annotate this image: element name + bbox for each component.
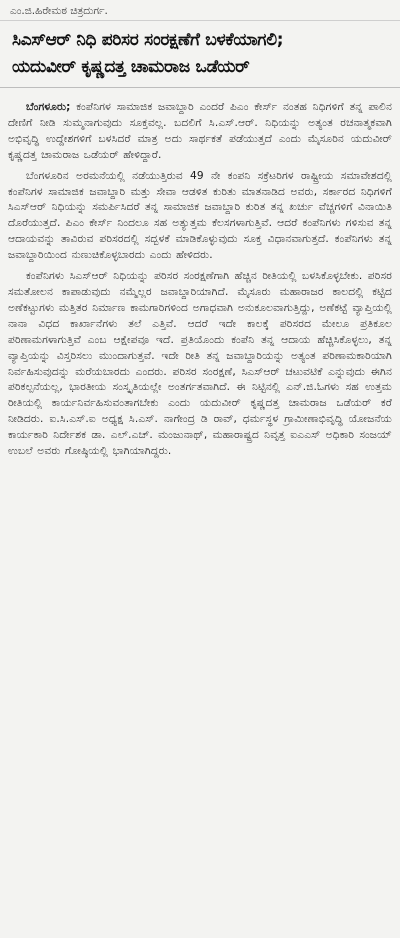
article-body	[8, 100, 392, 460]
headline-divider	[0, 87, 400, 88]
paragraph-1	[8, 100, 392, 164]
headline-line-1: ಸಿಎಸ್‌ಆರ್ ನಿಧಿ ಪರಿಸರ ಸಂರಕ್ಷಣೆಗೆ ಬಳಕೆಯಾಗಲಿ;	[12, 30, 284, 50]
headline-line-2: ಯದುವೀರ್ ಕೃಷ್ಣದತ್ತ ಚಾಮರಾಜ ಒಡೆಯರ್	[12, 57, 250, 77]
paragraph-2: ಬೆಂಗಳೂರಿನ ಅರಮನೆಯಲ್ಲಿ ನಡೆಯುತ್ತಿರುವ 49 ನೇ ಕಂಪನಿ ಸಕ್ರೆಟರಿಗಳ ರಾಷ್ಟ್ರೀಯ ಸಮಾವೇಶದಲ್ಲಿ ಕಂಪೆನಿಗಳ ಸಾಮಾಜಿಕ ಜವಾಬ್ದಾರಿ ಮತ್ತು ಸೇವಾ ಆಡಳಿತ ಕುರಿತು ಮಾತನಾಡಿದ ಅವರು, ಸರ್ಕಾರದ ನಿಧಿಗಳಿಗೆ ಸಿಎಸ್‌ಆರ್ ನಿಧಿಯನ್ನು ಸಮರ್ಪಿಸಿದರೆ ತನ್ನ ಸಾಮಾಜಿಕ ಜವಾಬ್ದಾರಿ ಕುರಿತ ತನ್ನ ಖರ್ಚು ವೆಚ್ಚಗಳಿಗೆ ವಿನಾಯಿತಿ ದೊರೆಯುತ್ತದೆ. ಪಿಎಂ ಕೇರ್ಸ್ ನಿಂದಲೂ ಸಹ ಅತ್ಯುತ್ತಮ ಕೆಲಸಗಳಾಗುತ್ತಿವೆ. ಆದರೆ ಕಂಪೆನಿಗಳು ಗಳಿಸುವ ತನ್ನ ಆದಾಯವನ್ನು ತಾವಿರುವ ಪರಿಸರದಲ್ಲಿ ಸದ್ಬಳಕೆ ಮಾಡಿಕೊಳ್ಳುವುದು ಸೂಕ್ತ ವಿಧಾನವಾಗುತ್ತದೆ. ಕಂಪೆನಿಗಳು ತನ್ನ ಜವಾಬ್ದಾರಿಯಿಂದ ನುಣುಚಿಕೊಳ್ಳಬಾರದು ಎಂದು ಹೇಳಿದರು.	[8, 169, 392, 262]
dateline: ಬೆಂಗಳೂರು;	[26, 101, 71, 113]
paragraph-1-text: ಕಂಪೆನಿಗಳ ಸಾಮಾಜಿಕ ಜವಾಬ್ದಾರಿ ಎಂದರೆ ಪಿಎಂ ಕೇರ್ಸ್ ನಂತಹ ನಿಧಿಗಳಿಗೆ ತನ್ನ ಪಾಲಿನ ದೇಣಿಗೆ ನೀಡಿ ಸುಮ್ಮನಾಗುವುದು ಸೂಕ್ತವಲ್ಲ. ಬದಲಿಗೆ ಸಿ.ಎಸ್.ಆರ್. ನಿಧಿಯನ್ನು ಅತ್ಯಂತ ರಚನಾತ್ಮಕವಾಗಿ ಅಭಿವೃದ್ಧಿ ಉದ್ದೇಶಗಳಿಗೆ ಬಳಸಿದರೆ ಮಾತ್ರ ಅದು ಸಾರ್ಥಕತೆ ಪಡೆಯುತ್ತದೆ ಎಂದು ಮೈಸೂರಿನ ಯದುವೀರ್ ಕೃಷ್ಣದತ್ತ ಚಾಮರಾಜ ಒಡೆಯರ್ ಹೇಳಿದ್ದಾರೆ.	[8, 101, 392, 161]
paragraph-3: ಕಂಪೆನಿಗಳು ಸಿಎಸ್‌ಆರ್ ನಿಧಿಯನ್ನು ಪರಿಸರ ಸಂರಕ್ಷಣೆಗಾಗಿ ಹೆಚ್ಚಿನ ರೀತಿಯಲ್ಲಿ ಬಳಸಿಕೊಳ್ಳಬೇಕು. ಪರಿಸರ ಸಮತೋಲನ ಕಾಪಾಡುವುದು ನಮ್ಮೆಲ್ಲರ ಜವಾಬ್ದಾರಿಯಾಗಿದೆ. ಮೈಸೂರು ಮಹಾರಾಜರ ಕಾಲದಲ್ಲಿ ಕಟ್ಟಿದ ಅಣೆಕಟ್ಟುಗಳು ಮತ್ತಿತರ ನಿರ್ಮಾಣ ಕಾಮಗಾರಿಗಳಿಂದ ಅಗಾಧವಾಗಿ ಅನುಕೂಲವಾಗುತ್ತಿದ್ದು, ಅಣೆಕಟ್ಟೆ ವ್ಯಾಪ್ತಿಯಲ್ಲಿ ನಾನಾ ವಿಧದ ಕಾರ್ಖಾನೆಗಳು ತಲೆ ಎತ್ತಿವೆ. ಆದರೆ ಇದೇ ಕಾಲಕ್ಕೆ ಪರಿಸರದ ಮೇಲೂ ಪ್ರತಿಕೂಲ ಪರಿಣಾಮಗಳಾಗುತ್ತಿವೆ ಎಂಬ ಆಕ್ಷೇಪವೂ ಇದೆ. ಪ್ರತಿಯೊಂದು ಕಂಪೆನಿ ತನ್ನ ಆದಾಯ ಹೆಚ್ಚಿಸಿಕೊಳ್ಳಲು, ತನ್ನ ವ್ಯಾಪ್ತಿಯನ್ನು ವಿಸ್ತರಿಸಲು ಮುಂದಾಗುತ್ತವೆ. ಇದೇ ರೀತಿ ತನ್ನ ಜವಾಬ್ದಾರಿಯನ್ನು ಅತ್ಯಂತ ಪರಿಣಾಮಕಾರಿಯಾಗಿ ನಿರ್ವಹಿಸುವುದನ್ನು ಮರೆಯಬಾರದು ಎಂದರು. ಪರಿಸರ ಸಂರಕ್ಷಣೆ, ಸಿಎಸ್‌ಆರ್ ಚಟುವಟಿಕೆ ಎನ್ನುವುದು ಈಗಿನ ಪರಿಕಲ್ಪನೆಯಲ್ಲ, ಭಾರತೀಯ ಸಂಸ್ಕೃತಿಯಲ್ಲೇ ಅಂತರ್ಗತವಾಗಿದೆ. ಈ ನಿಟ್ಟಿನಲ್ಲಿ ಎನ್.ಜಿ.ಓಗಳು ಸಹ ಉತ್ತಮ ರೀತಿಯಲ್ಲಿ ಕಾರ್ಯನಿರ್ವಹಿಸುವಂತಾಗಬೇಕು ಎಂದು ಯದುವೀರ್ ಕೃಷ್ಣದತ್ತ ಚಾಮರಾಜ ಒಡೆಯರ್ ಕರೆ ನೀಡಿದರು. ಐ.ಸಿ.ಎಸ್.ಐ ಅಧ್ಯಕ್ಷ ಸಿ.ಎಸ್. ನಾಗೇಂದ್ರ ಡಿ ರಾವ್, ಧರ್ಮಸ್ಥಳ ಗ್ರಾಮೀಣಾಭಿವೃದ್ಧಿ ಯೋಜನೆಯ ಕಾರ್ಯಕಾರಿ ನಿರ್ದೇಶಕ ಡಾ. ಎಲ್.ಎಚ್. ಮಂಜುನಾಥ್, ಮಹಾರಾಷ್ಟ್ರದ ನಿವೃತ್ತ ಐಎಎಸ್ ಅಧಿಕಾರಿ ಸಂಜಯ್ ಉಬಲೆ ಅವರು ಗೋಷ್ಠಿಯಲ್ಲಿ ಭಾಗಿಯಾಗಿದ್ದರು.	[8, 270, 392, 458]
reporter-byline: ಎಂ.ಜಿ.ಹಿರೇಮಠ ಚಿತ್ರದುರ್ಗ.	[0, 4, 400, 21]
